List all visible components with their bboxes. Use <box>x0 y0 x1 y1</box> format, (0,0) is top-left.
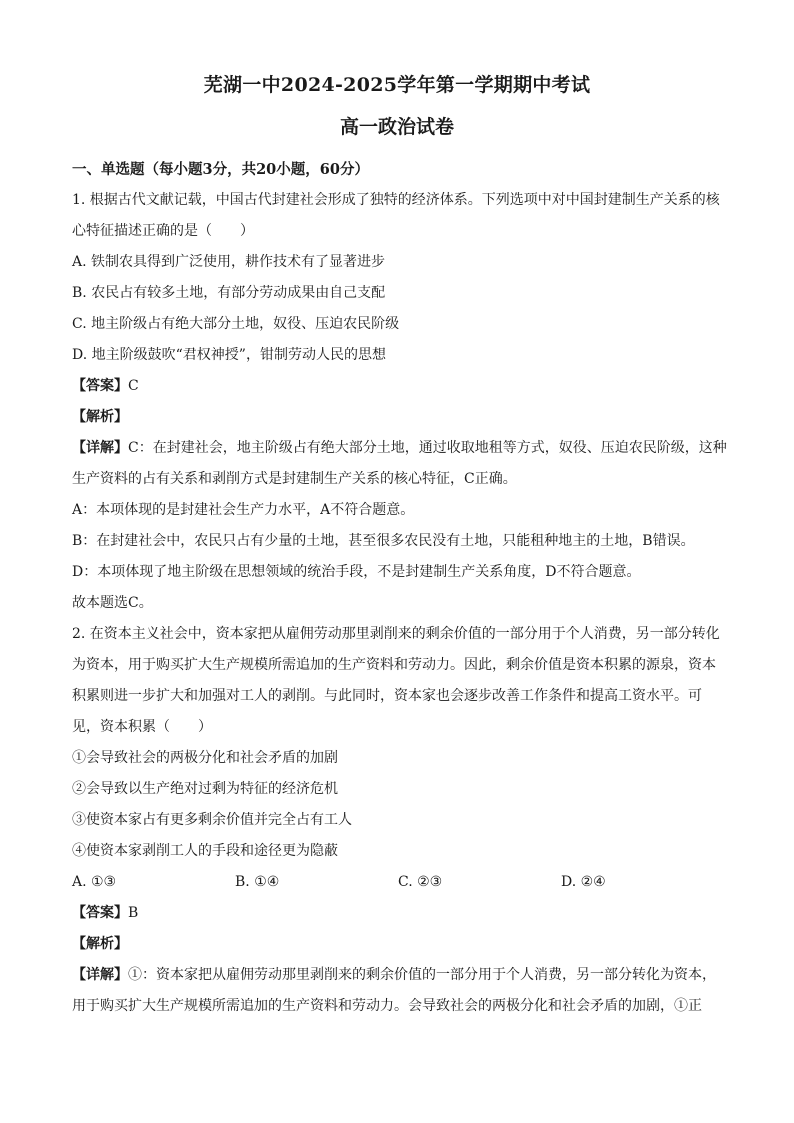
exam-subtitle: 高一政治试卷 <box>339 116 454 138</box>
q2-item-1: ①会导致社会的两极分化和社会矛盾的加剧 <box>72 750 338 766</box>
q1-analysis <box>72 402 722 433</box>
q2-stem-line-1: 2. 在资本主义社会中，资本家把从雇佣劳动那里剥削来的剩余价值的一部分用于个人消费，另一部分转化 <box>72 626 720 642</box>
q1-option-c: C. 地主阶级占有绝大部分土地，奴役、压迫农民阶级 <box>72 316 400 332</box>
q1-analysis-label: 【解析】 <box>72 409 128 425</box>
question-2 <box>72 619 722 1022</box>
q1-stem-line-2: 心特征描述正确的是（ ） <box>72 223 254 239</box>
q1-conclusion: 故本题选C。 <box>72 595 153 611</box>
q2-analysis-label: 【解析】 <box>72 936 128 952</box>
q1-option-d: D. 地主阶级鼓吹“君权神授”，钳制劳动人民的思想 <box>72 347 386 363</box>
q1-answer <box>72 371 722 402</box>
q2-answer-label: 【答案】 <box>72 905 128 921</box>
q1-detail-text-1: C：在封建社会，地主阶级占有绝大部分土地，通过收取地租等方式，奴役、压迫农民阶级，这种 <box>128 440 727 456</box>
q1-answer-label: 【答案】 <box>72 378 128 394</box>
q1-detail-a: A：本项体现的是封建社会生产力水平，A不符合题意。 <box>72 502 415 518</box>
exam-title: 芜湖一中2024-2025学年第一学期期中考试 <box>203 74 591 96</box>
q1-detail-b: B：在封建社会中，农民只占有少量的土地，甚至很多农民没有土地，只能租种地主的土地，B错误。 <box>72 533 695 549</box>
q1-stem-line-1: 1. 根据古代文献记载，中国古代封建社会形成了独特的经济体系。下列选项中对中国封建制生产关系的核 <box>72 192 720 208</box>
q2-detail-text-1: ①：资本家把从雇佣劳动那里剥削来的剩余价值的一部分用于个人消费，另一部分转化为资本， <box>128 967 716 983</box>
q2-item-4: ④使资本家剥削工人的手段和途径更为隐蔽 <box>72 843 338 859</box>
q2-item-2: ②会导致以生产绝对过剩为特征的经济危机 <box>72 781 338 797</box>
q2-detail-label: 【详解】 <box>72 967 128 983</box>
q2-option-a: A. ①③ <box>72 874 117 890</box>
q2-detail-line-1 <box>72 960 722 991</box>
q2-option-c: C. ②③ <box>398 874 443 890</box>
question-1 <box>72 185 727 619</box>
q2-analysis <box>72 929 722 960</box>
q2-option-b: B. ①④ <box>235 874 280 890</box>
q2-options <box>72 867 722 898</box>
q2-answer <box>72 898 722 929</box>
q1-detail-line-1 <box>72 433 727 464</box>
q1-answer-value: C <box>128 378 139 394</box>
q1-detail-label: 【详解】 <box>72 440 128 456</box>
q1-detail-d: D：本项体现了地主阶级在思想领域的统治手段，不是封建制生产关系角度，D不符合题意。 <box>72 564 641 580</box>
q2-stem-line-4: 见，资本积累（ ） <box>72 719 212 735</box>
q1-option-a: A. 铁制农具得到广泛使用，耕作技术有了显著进步 <box>72 254 386 270</box>
q2-option-d: D. ②④ <box>561 874 606 890</box>
q2-answer-value: B <box>128 905 139 921</box>
q1-option-b: B. 农民占有较多土地，有部分劳动成果由自己支配 <box>72 285 386 301</box>
q2-detail-line-2: 用于购买扩大生产规模所需追加的生产资料和劳动力。会导致社会的两极分化和社会矛盾的加剧，①正 <box>72 998 702 1014</box>
q1-detail-line-2: 生产资料的占有关系和剥削方式是封建制生产关系的核心特征，C正确。 <box>72 471 517 487</box>
q2-item-3: ③使资本家占有更多剩余价值并完全占有工人 <box>72 812 352 828</box>
q2-stem-line-3: 积累则进一步扩大和加强对工人的剥削。与此同时，资本家也会逐步改善工作条件和提高工资水平。可 <box>72 688 702 704</box>
q2-stem-line-2: 为资本，用于购买扩大生产规模所需追加的生产资料和劳动力。因此，剩余价值是资本积累的源泉，资本 <box>72 657 716 673</box>
section-heading: 一、单选题（每小题3分，共20小题，60分） <box>72 161 369 178</box>
